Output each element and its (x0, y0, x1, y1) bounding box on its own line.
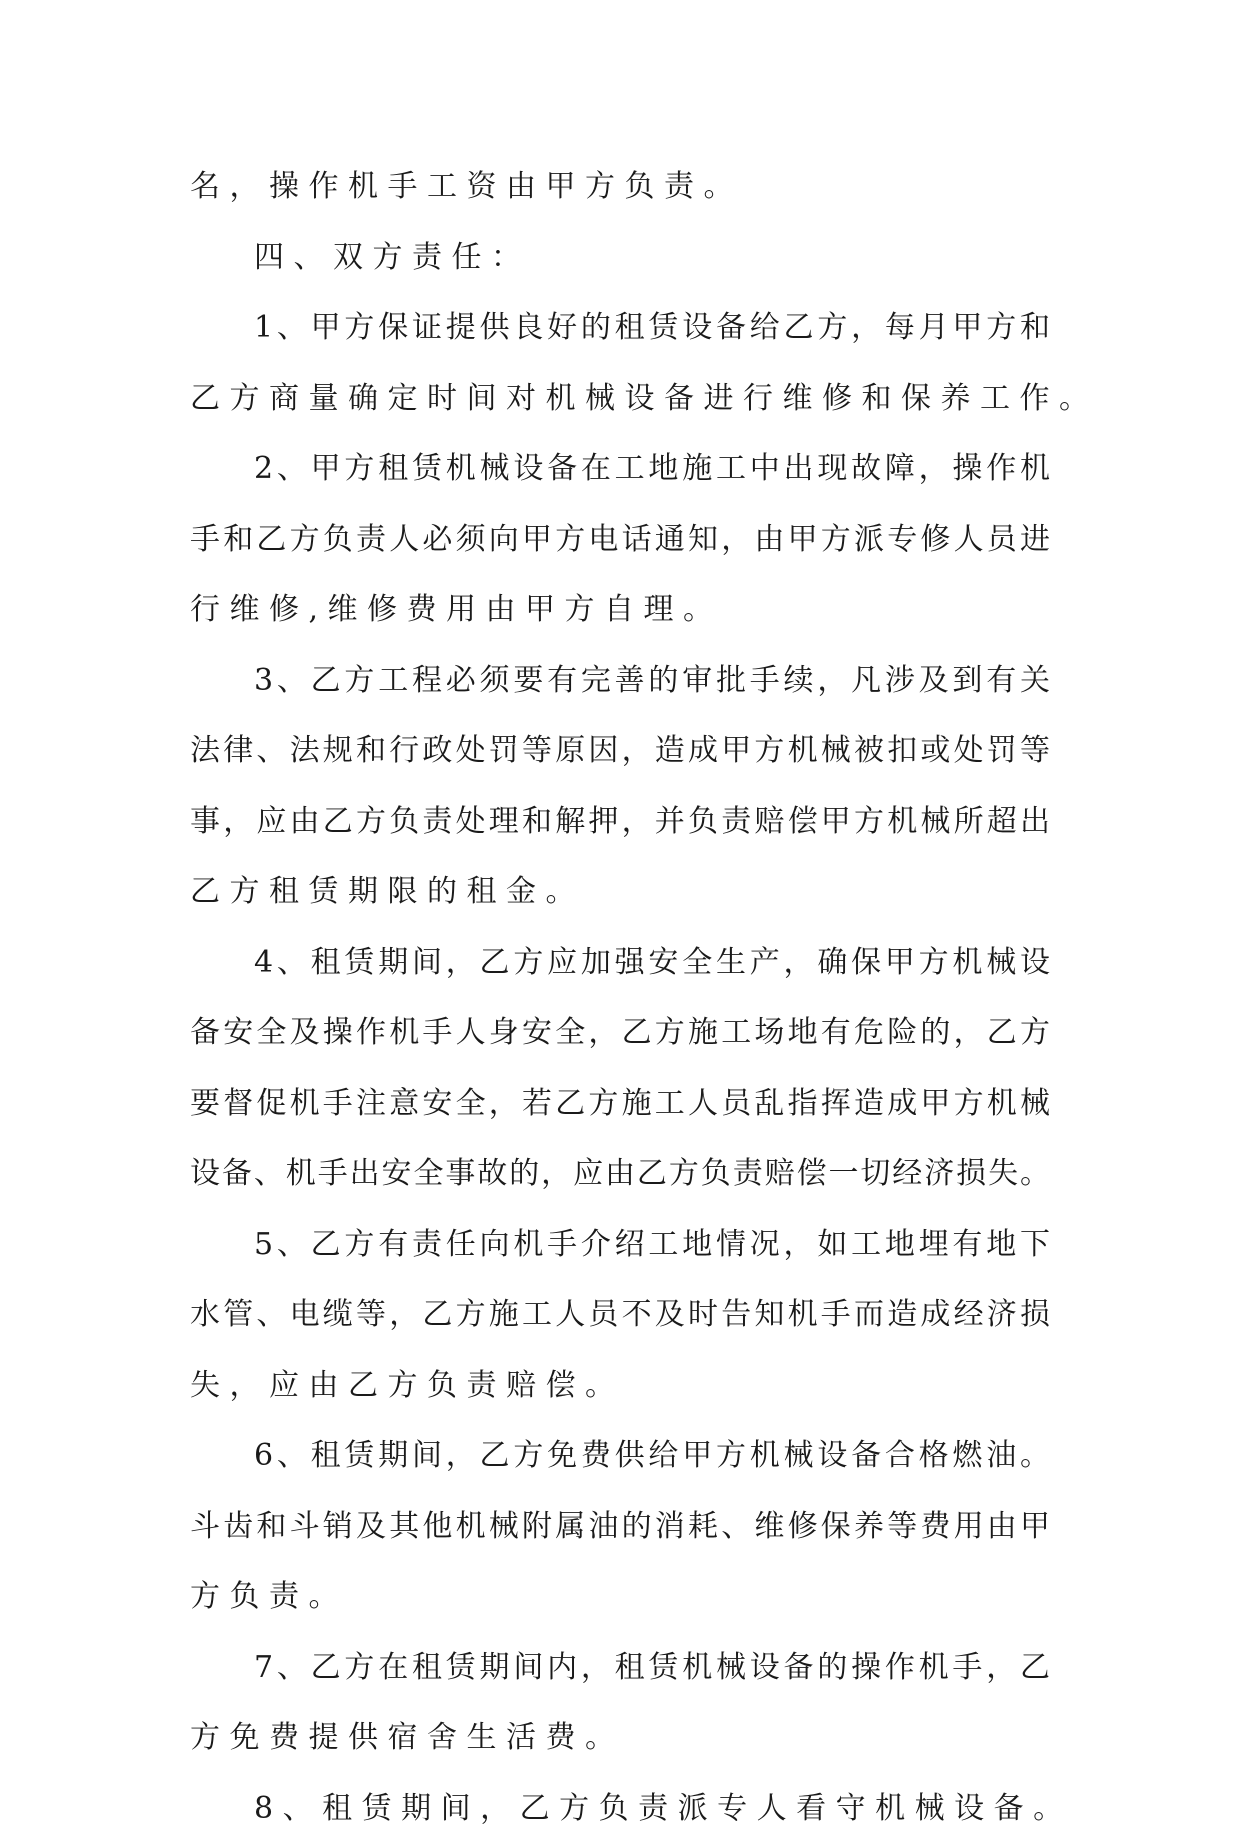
text-line: 方免费提供宿舍生活费。 (190, 1703, 1050, 1774)
text-line: 手和乙方负责人必须向甲方电话通知，由甲方派专修人员进 (190, 505, 1050, 576)
text-line: 要督促机手注意安全，若乙方施工人员乱指挥造成甲方机械 (190, 1069, 1050, 1140)
text-line: 2、甲方租赁机械设备在工地施工中出现故障，操作机 (190, 434, 1050, 505)
text-line: 失，应由乙方负责赔偿。 (190, 1351, 1050, 1422)
text-line: 水管、电缆等，乙方施工人员不及时告知机手而造成经济损 (190, 1280, 1050, 1351)
text-line: 行维修,维修费用由甲方自理。 (190, 575, 1050, 646)
text-line: 乙方商量确定时间对机械设备进行维修和保养工作。 (190, 364, 1050, 435)
contract-text (190, 152, 1050, 1844)
text-line: 备安全及操作机手人身安全，乙方施工场地有危险的，乙方 (190, 998, 1050, 1069)
text-line: 7、乙方在租赁期间内，租赁机械设备的操作机手，乙 (190, 1633, 1050, 1704)
text-line: 8、租赁期间，乙方负责派专人看守机械设备。 (190, 1774, 1050, 1844)
section-heading: 四、双方责任： (190, 223, 1050, 294)
text-line: 方负责。 (190, 1562, 1050, 1633)
text-line: 6、租赁期间，乙方免费供给甲方机械设备合格燃油。 (190, 1421, 1050, 1492)
text-line: 法律、法规和行政处罚等原因，造成甲方机械被扣或处罚等 (190, 716, 1050, 787)
text-line: 乙方租赁期限的租金。 (190, 857, 1050, 928)
text-line: 事，应由乙方负责处理和解押，并负责赔偿甲方机械所超出 (190, 787, 1050, 858)
text-line: 名，操作机手工资由甲方负责。 (190, 152, 1050, 223)
text-line: 5、乙方有责任向机手介绍工地情况，如工地埋有地下 (190, 1210, 1050, 1281)
text-line: 4、租赁期间，乙方应加强安全生产，确保甲方机械设 (190, 928, 1050, 999)
text-line: 斗齿和斗销及其他机械附属油的消耗、维修保养等费用由甲 (190, 1492, 1050, 1563)
text-line: 1、甲方保证提供良好的租赁设备给乙方，每月甲方和 (190, 293, 1050, 364)
text-line: 3、乙方工程必须要有完善的审批手续，凡涉及到有关 (190, 646, 1050, 717)
text-line: 设备、机手出安全事故的，应由乙方负责赔偿一切经济损失。 (190, 1139, 1050, 1210)
